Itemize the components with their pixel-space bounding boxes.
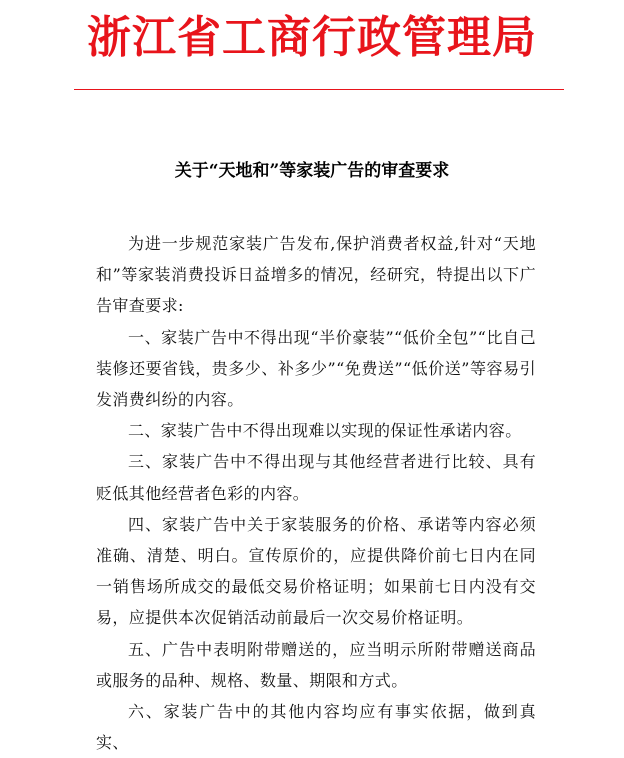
requirement-paragraph-3: 三、家装广告中不得出现与其他经营者进行比较、具有贬低其他经营者色彩的内容。 <box>96 452 536 503</box>
requirement-paragraph-6: 六、家装广告中的其他内容均应有事实依据，做到真实、 <box>96 702 536 753</box>
document-title: 关于“天地和”等家装广告的审查要求 <box>174 161 450 181</box>
header-divider <box>74 89 564 90</box>
requirement-paragraph-2: 二、家装广告中不得出现难以实现的保证性承诺内容。 <box>128 421 522 441</box>
document-body <box>96 228 536 758</box>
requirement-paragraph-5: 五、广告中表明附带赠送的，应当明示所附带赠送商品或服务的品种、规格、数量、期限和方式。 <box>96 639 536 690</box>
intro-paragraph: 为进一步规范家装广告发布,保护消费者权益,针对“天地和”等家装消费投诉日益增多的情况，经研究，特提出以下广告审查要求: <box>96 234 536 316</box>
agency-header: 浙江省工商行政管理局 <box>87 12 537 63</box>
requirement-paragraph-4: 四、家装广告中关于家装服务的价格、承诺等内容必须准确、清楚、明白。宣传原价的，应提供降价前七日内在同一销售场所成交的最低交易价格证明；如果前七日内没有交易，应提供本次促销活动前最后一次交易价格证明。 <box>96 514 536 628</box>
requirement-paragraph-1: 一、家装广告中不得出现“半价豪装”“低价全包”“比自己装修还要省钱，贵多少、补多少”“免费送”“低价送”等容易引发消费纠纷的内容。 <box>96 327 536 410</box>
